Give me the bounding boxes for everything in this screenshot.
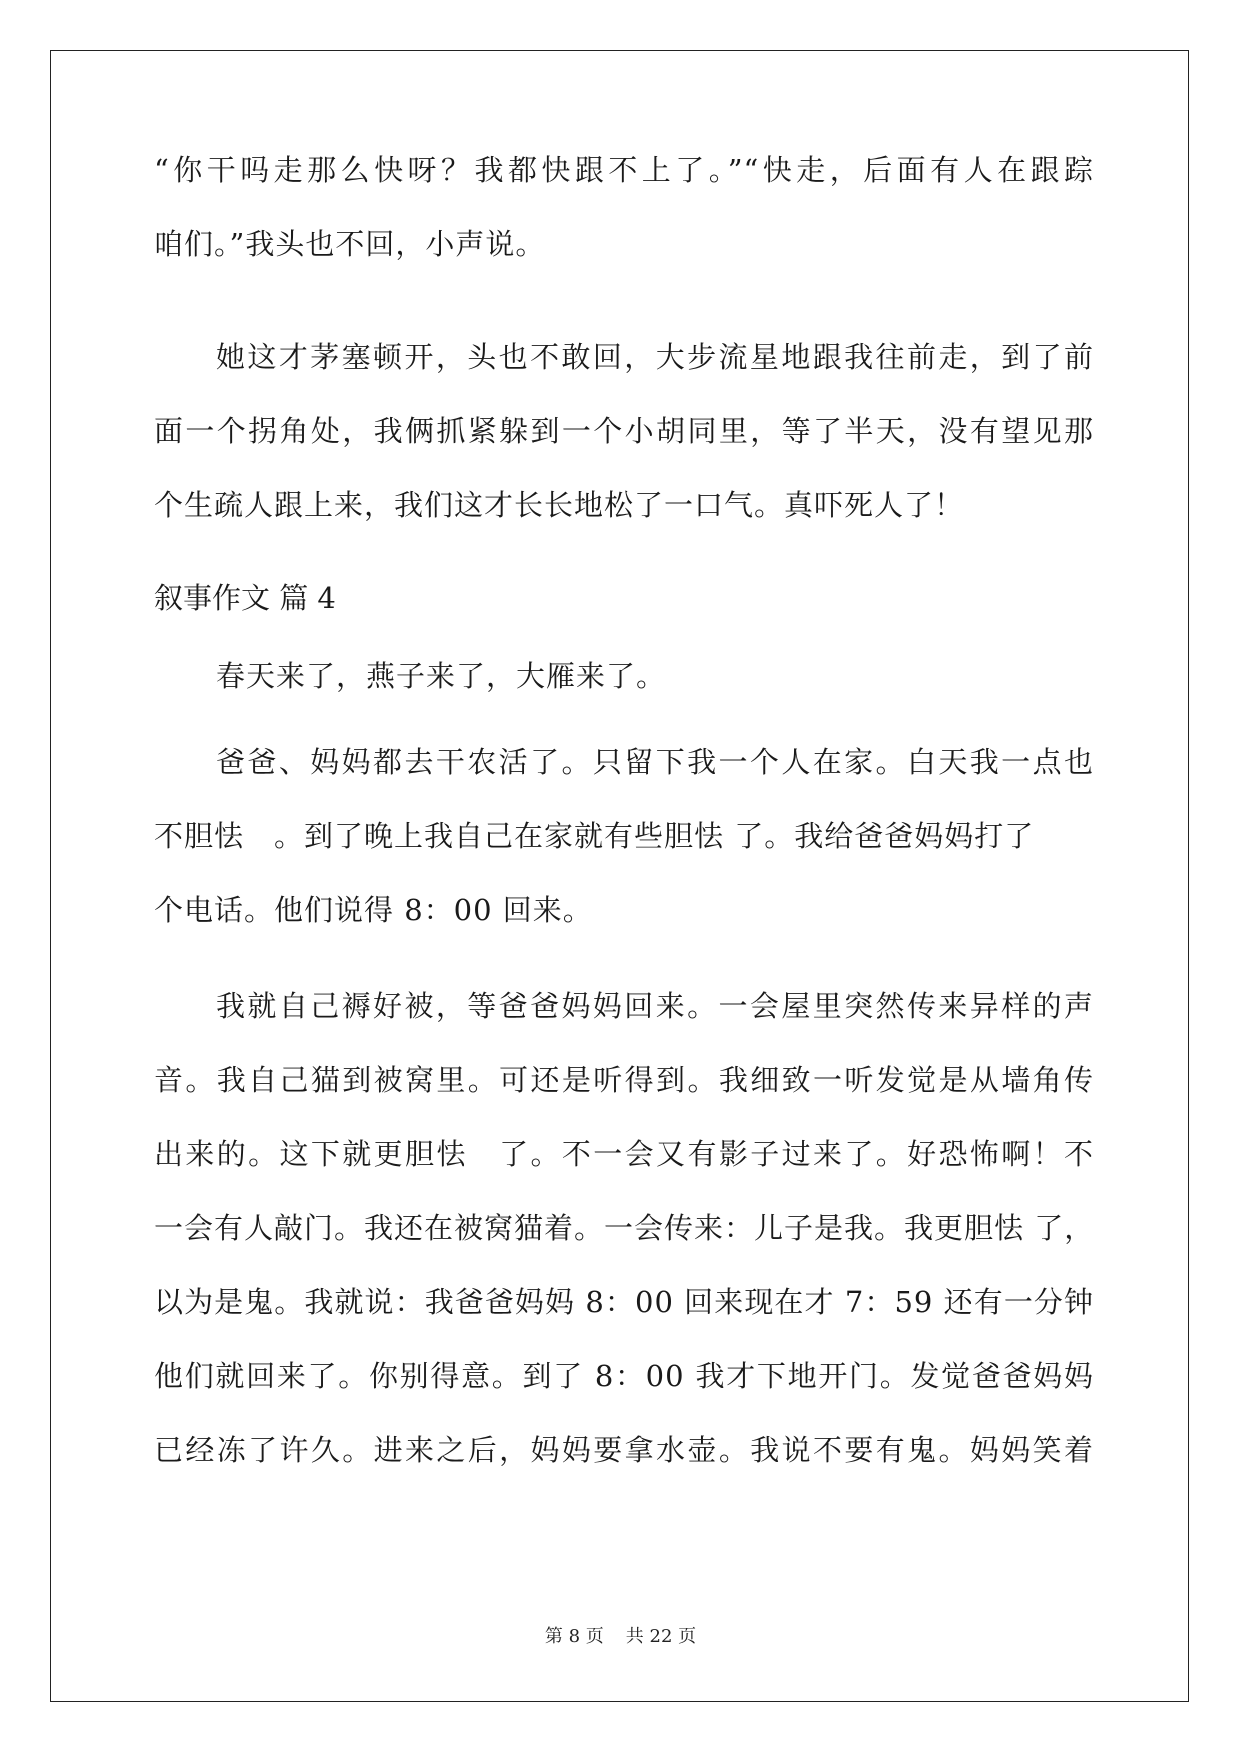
page-footer	[0, 1626, 1241, 1648]
text-line: 咱们。”我头也不回，小声说。	[154, 227, 546, 261]
text-line: 个电话。他们说得 8：00 回来。	[154, 893, 593, 927]
text-line: 个生疏人跟上来，我们这才长长地松了一口气。真吓死人了！	[154, 488, 965, 522]
text-line: 已经冻了许久。进来之后，妈妈要拿水壶。我说不要有鬼。妈妈笑着	[154, 1433, 1094, 1467]
text-line: 音。我自己猫到被窝里。可还是听得到。我细致一听发觉是从墙角传	[154, 1063, 1094, 1097]
text-line: 她这才茅塞顿开，头也不敢回，大步流星地跟我往前走，到了前	[216, 340, 1094, 374]
text-line: 爸爸、妈妈都去干农活了。只留下我一个人在家。白天我一点也	[216, 745, 1094, 779]
text-line: 面一个拐角处，我俩抓紧躲到一个小胡同里，等了半天，没有望见那	[154, 414, 1094, 448]
text-line: “你干吗走那么快呀？我都快跟不上了。”“快走，后面有人在跟踪	[154, 153, 1094, 187]
text-line: 出来的。这下就更胆怯 了。不一会又有影子过来了。好恐怖啊！不	[154, 1137, 1094, 1171]
text-line: 不胆怯 。到了晚上我自己在家就有些胆怯 了。我给爸爸妈妈打了	[154, 819, 1035, 853]
text-line: 以为是鬼。我就说：我爸爸妈妈 8：00 回来现在才 7：59 还有一分钟	[154, 1285, 1094, 1319]
section-heading: 叙事作文 篇 4	[154, 581, 336, 615]
page-total: 共 22 页	[625, 1626, 697, 1647]
page-number: 第 8 页	[544, 1626, 604, 1647]
text-line: 春天来了，燕子来了，大雁来了。	[216, 659, 667, 693]
text-line: 一会有人敲门。我还在被窝猫着。一会传来：儿子是我。我更胆怯 了，	[154, 1211, 1095, 1245]
text-line: 他们就回来了。你别得意。到了 8：00 我才下地开门。发觉爸爸妈妈	[154, 1359, 1094, 1393]
text-line: 我就自己褥好被，等爸爸妈妈回来。一会屋里突然传来异样的声	[216, 989, 1094, 1023]
